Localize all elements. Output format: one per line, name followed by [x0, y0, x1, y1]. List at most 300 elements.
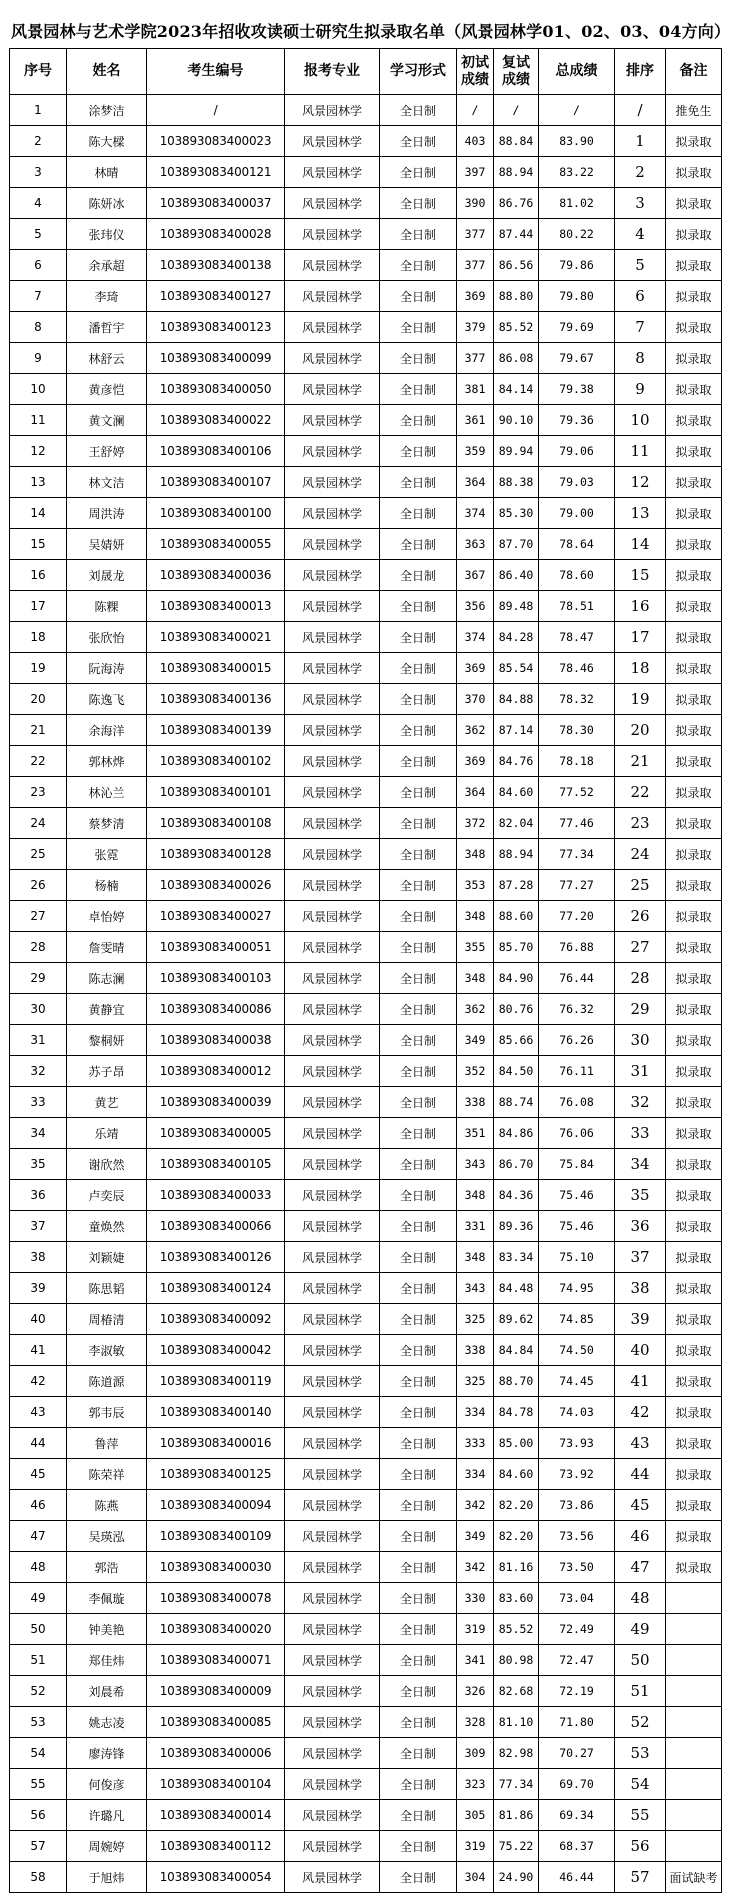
cell-retest-score: 84.84	[494, 1335, 539, 1366]
cell-note: 拟录取	[666, 1118, 722, 1149]
cell-rank: 32	[615, 1087, 666, 1118]
cell-prelim-score: 342	[457, 1552, 494, 1583]
cell-study-mode: 全日制	[380, 1738, 457, 1769]
cell-prelim-score: 369	[457, 746, 494, 777]
cell-total-score: 69.34	[539, 1800, 615, 1831]
cell-prelim-score: 319	[457, 1614, 494, 1645]
cell-major: 风景园林学	[285, 498, 380, 529]
cell-name: 鲁萍	[67, 1428, 147, 1459]
cell-no: 14	[10, 498, 67, 529]
cell-rank: 1	[615, 126, 666, 157]
cell-retest-score: 84.48	[494, 1273, 539, 1304]
cell-prelim-score: 348	[457, 839, 494, 870]
cell-prelim-score: 363	[457, 529, 494, 560]
cell-major: 风景园林学	[285, 95, 380, 126]
cell-no: 15	[10, 529, 67, 560]
cell-rank: 39	[615, 1304, 666, 1335]
cell-major: 风景园林学	[285, 1335, 380, 1366]
table-row	[10, 808, 722, 839]
cell-study-mode: 全日制	[380, 1149, 457, 1180]
cell-prelim-score: 351	[457, 1118, 494, 1149]
cell-major: 风景园林学	[285, 1862, 380, 1893]
cell-no: 40	[10, 1304, 67, 1335]
cell-name: 姚志凌	[67, 1707, 147, 1738]
table-row	[10, 250, 722, 281]
cell-prelim-score: 355	[457, 932, 494, 963]
cell-total-score: 80.22	[539, 219, 615, 250]
cell-candidate-id: 103893083400108	[147, 808, 285, 839]
cell-name: 黎桐妍	[67, 1025, 147, 1056]
cell-candidate-id: 103893083400027	[147, 901, 285, 932]
cell-rank: 48	[615, 1583, 666, 1614]
cell-candidate-id: 103893083400112	[147, 1831, 285, 1862]
cell-note: 拟录取	[666, 1211, 722, 1242]
cell-note: 拟录取	[666, 1428, 722, 1459]
cell-no: 29	[10, 963, 67, 994]
cell-prelim-score: 326	[457, 1676, 494, 1707]
cell-study-mode: 全日制	[380, 1025, 457, 1056]
cell-note: 拟录取	[666, 963, 722, 994]
cell-name: 谢欣然	[67, 1149, 147, 1180]
cell-name: 林沁兰	[67, 777, 147, 808]
cell-prelim-score: 377	[457, 250, 494, 281]
cell-total-score: 79.80	[539, 281, 615, 312]
cell-study-mode: 全日制	[380, 250, 457, 281]
cell-candidate-id: 103893083400014	[147, 1800, 285, 1831]
cell-study-mode: 全日制	[380, 281, 457, 312]
cell-total-score: 74.95	[539, 1273, 615, 1304]
cell-major: 风景园林学	[285, 932, 380, 963]
cell-retest-score: 84.60	[494, 777, 539, 808]
table-row	[10, 870, 722, 901]
cell-rank: 7	[615, 312, 666, 343]
cell-prelim-score: 403	[457, 126, 494, 157]
cell-rank: 12	[615, 467, 666, 498]
table-row	[10, 498, 722, 529]
cell-name: 黄静宜	[67, 994, 147, 1025]
header-retest-line2: 成绩	[502, 71, 530, 88]
cell-total-score: /	[539, 95, 615, 126]
cell-name: 吴婧妍	[67, 529, 147, 560]
cell-candidate-id: /	[147, 95, 285, 126]
cell-retest-score: 75.22	[494, 1831, 539, 1862]
cell-no: 39	[10, 1273, 67, 1304]
table-row	[10, 1056, 722, 1087]
cell-name: 于旭炜	[67, 1862, 147, 1893]
cell-major: 风景园林学	[285, 1645, 380, 1676]
table-row	[10, 1211, 722, 1242]
cell-candidate-id: 103893083400102	[147, 746, 285, 777]
cell-retest-score: /	[494, 95, 539, 126]
cell-rank: 13	[615, 498, 666, 529]
cell-rank: /	[615, 95, 666, 126]
cell-retest-score: 84.90	[494, 963, 539, 994]
table-row	[10, 1769, 722, 1800]
header-major: 报考专业	[285, 49, 380, 95]
cell-total-score: 79.67	[539, 343, 615, 374]
cell-total-score: 77.52	[539, 777, 615, 808]
cell-prelim-score: 341	[457, 1645, 494, 1676]
cell-total-score: 79.38	[539, 374, 615, 405]
cell-note: 拟录取	[666, 188, 722, 219]
cell-candidate-id: 103893083400107	[147, 467, 285, 498]
cell-rank: 44	[615, 1459, 666, 1490]
cell-note	[666, 1769, 722, 1800]
cell-prelim-score: 333	[457, 1428, 494, 1459]
cell-study-mode: 全日制	[380, 188, 457, 219]
table-row	[10, 1676, 722, 1707]
table-row	[10, 684, 722, 715]
cell-retest-score: 88.94	[494, 157, 539, 188]
cell-name: 刘颖婕	[67, 1242, 147, 1273]
cell-no: 41	[10, 1335, 67, 1366]
cell-major: 风景园林学	[285, 1738, 380, 1769]
cell-total-score: 79.03	[539, 467, 615, 498]
cell-prelim-score: 359	[457, 436, 494, 467]
cell-major: 风景园林学	[285, 126, 380, 157]
cell-note: 拟录取	[666, 1149, 722, 1180]
cell-candidate-id: 103893083400136	[147, 684, 285, 715]
table-row	[10, 1366, 722, 1397]
cell-no: 10	[10, 374, 67, 405]
cell-rank: 25	[615, 870, 666, 901]
cell-candidate-id: 103893083400015	[147, 653, 285, 684]
cell-major: 风景园林学	[285, 1087, 380, 1118]
cell-rank: 31	[615, 1056, 666, 1087]
cell-major: 风景园林学	[285, 870, 380, 901]
cell-total-score: 75.10	[539, 1242, 615, 1273]
cell-rank: 46	[615, 1521, 666, 1552]
cell-no: 35	[10, 1149, 67, 1180]
cell-prelim-score: 348	[457, 1180, 494, 1211]
cell-candidate-id: 103893083400038	[147, 1025, 285, 1056]
table-row	[10, 963, 722, 994]
table-row	[10, 343, 722, 374]
cell-note: 拟录取	[666, 994, 722, 1025]
cell-name: 陈志澜	[67, 963, 147, 994]
table-row	[10, 436, 722, 467]
cell-prelim-score: 361	[457, 405, 494, 436]
cell-name: 李琦	[67, 281, 147, 312]
cell-note	[666, 1738, 722, 1769]
cell-name: 陈燕	[67, 1490, 147, 1521]
cell-prelim-score: 349	[457, 1025, 494, 1056]
cell-no: 43	[10, 1397, 67, 1428]
cell-prelim-score: 319	[457, 1831, 494, 1862]
cell-total-score: 76.11	[539, 1056, 615, 1087]
cell-major: 风景园林学	[285, 777, 380, 808]
cell-no: 20	[10, 684, 67, 715]
cell-no: 45	[10, 1459, 67, 1490]
cell-retest-score: 85.66	[494, 1025, 539, 1056]
cell-no: 13	[10, 467, 67, 498]
cell-rank: 53	[615, 1738, 666, 1769]
cell-name: 余海洋	[67, 715, 147, 746]
cell-study-mode: 全日制	[380, 1211, 457, 1242]
cell-no: 49	[10, 1583, 67, 1614]
table-row	[10, 1025, 722, 1056]
cell-major: 风景园林学	[285, 1025, 380, 1056]
cell-no: 8	[10, 312, 67, 343]
cell-rank: 57	[615, 1862, 666, 1893]
cell-candidate-id: 103893083400078	[147, 1583, 285, 1614]
cell-study-mode: 全日制	[380, 126, 457, 157]
cell-no: 26	[10, 870, 67, 901]
cell-study-mode: 全日制	[380, 839, 457, 870]
cell-candidate-id: 103893083400028	[147, 219, 285, 250]
cell-major: 风景园林学	[285, 281, 380, 312]
cell-name: 黄艺	[67, 1087, 147, 1118]
cell-rank: 19	[615, 684, 666, 715]
header-no: 序号	[10, 49, 67, 95]
cell-study-mode: 全日制	[380, 684, 457, 715]
cell-name: 王舒婷	[67, 436, 147, 467]
cell-major: 风景园林学	[285, 529, 380, 560]
cell-rank: 4	[615, 219, 666, 250]
cell-total-score: 70.27	[539, 1738, 615, 1769]
cell-rank: 3	[615, 188, 666, 219]
cell-retest-score: 80.76	[494, 994, 539, 1025]
cell-note: 拟录取	[666, 405, 722, 436]
cell-note: 拟录取	[666, 281, 722, 312]
cell-rank: 29	[615, 994, 666, 1025]
cell-total-score: 72.49	[539, 1614, 615, 1645]
cell-total-score: 77.34	[539, 839, 615, 870]
cell-note: 拟录取	[666, 684, 722, 715]
cell-retest-score: 85.54	[494, 653, 539, 684]
cell-name: 苏子昂	[67, 1056, 147, 1087]
cell-rank: 50	[615, 1645, 666, 1676]
table-row	[10, 1304, 722, 1335]
cell-prelim-score: 343	[457, 1149, 494, 1180]
cell-total-score: 68.37	[539, 1831, 615, 1862]
cell-retest-score: 83.34	[494, 1242, 539, 1273]
cell-study-mode: 全日制	[380, 870, 457, 901]
cell-rank: 52	[615, 1707, 666, 1738]
cell-note: 拟录取	[666, 808, 722, 839]
cell-note: 面试缺考	[666, 1862, 722, 1893]
cell-rank: 2	[615, 157, 666, 188]
cell-no: 51	[10, 1645, 67, 1676]
cell-candidate-id: 103893083400012	[147, 1056, 285, 1087]
table-row	[10, 157, 722, 188]
cell-retest-score: 86.08	[494, 343, 539, 374]
cell-no: 6	[10, 250, 67, 281]
cell-candidate-id: 103893083400066	[147, 1211, 285, 1242]
cell-candidate-id: 103893083400055	[147, 529, 285, 560]
cell-note: 拟录取	[666, 529, 722, 560]
cell-rank: 33	[615, 1118, 666, 1149]
cell-study-mode: 全日制	[380, 1273, 457, 1304]
table-row	[10, 1149, 722, 1180]
cell-retest-score: 84.78	[494, 1397, 539, 1428]
cell-note: 拟录取	[666, 157, 722, 188]
cell-name: 周婉婷	[67, 1831, 147, 1862]
cell-study-mode: 全日制	[380, 343, 457, 374]
cell-no: 27	[10, 901, 67, 932]
table-row	[10, 188, 722, 219]
cell-retest-score: 88.38	[494, 467, 539, 498]
table-row	[10, 839, 722, 870]
cell-name: 黄文澜	[67, 405, 147, 436]
cell-name: 余承超	[67, 250, 147, 281]
cell-total-score: 76.32	[539, 994, 615, 1025]
cell-candidate-id: 103893083400092	[147, 1304, 285, 1335]
table-row	[10, 1645, 722, 1676]
cell-name: 何俊彦	[67, 1769, 147, 1800]
cell-total-score: 73.93	[539, 1428, 615, 1459]
cell-study-mode: 全日制	[380, 1862, 457, 1893]
cell-note: 拟录取	[666, 126, 722, 157]
table-row	[10, 1397, 722, 1428]
cell-retest-score: 85.30	[494, 498, 539, 529]
cell-study-mode: 全日制	[380, 1769, 457, 1800]
cell-no: 44	[10, 1428, 67, 1459]
cell-no: 11	[10, 405, 67, 436]
cell-major: 风景园林学	[285, 560, 380, 591]
cell-note: 拟录取	[666, 560, 722, 591]
cell-major: 风景园林学	[285, 1273, 380, 1304]
cell-total-score: 77.46	[539, 808, 615, 839]
cell-no: 23	[10, 777, 67, 808]
cell-study-mode: 全日制	[380, 1459, 457, 1490]
cell-name: 童焕然	[67, 1211, 147, 1242]
cell-study-mode: 全日制	[380, 157, 457, 188]
cell-total-score: 78.30	[539, 715, 615, 746]
cell-no: 53	[10, 1707, 67, 1738]
cell-rank: 17	[615, 622, 666, 653]
cell-candidate-id: 103893083400100	[147, 498, 285, 529]
cell-study-mode: 全日制	[380, 436, 457, 467]
header-candidate-id: 考生编号	[147, 49, 285, 95]
cell-note	[666, 1614, 722, 1645]
cell-no: 57	[10, 1831, 67, 1862]
cell-total-score: 76.08	[539, 1087, 615, 1118]
cell-prelim-score: 356	[457, 591, 494, 622]
cell-no: 58	[10, 1862, 67, 1893]
cell-study-mode: 全日制	[380, 1490, 457, 1521]
cell-rank: 22	[615, 777, 666, 808]
cell-candidate-id: 103893083400103	[147, 963, 285, 994]
cell-note: 拟录取	[666, 591, 722, 622]
cell-retest-score: 24.90	[494, 1862, 539, 1893]
cell-prelim-score: 397	[457, 157, 494, 188]
cell-candidate-id: 103893083400139	[147, 715, 285, 746]
header-total-score: 总成绩	[539, 49, 615, 95]
cell-note: 拟录取	[666, 1304, 722, 1335]
table-row	[10, 1800, 722, 1831]
cell-major: 风景园林学	[285, 994, 380, 1025]
cell-rank: 21	[615, 746, 666, 777]
cell-rank: 11	[615, 436, 666, 467]
cell-total-score: 74.85	[539, 1304, 615, 1335]
cell-study-mode: 全日制	[380, 591, 457, 622]
cell-total-score: 78.32	[539, 684, 615, 715]
cell-candidate-id: 103893083400085	[147, 1707, 285, 1738]
table-row	[10, 374, 722, 405]
cell-candidate-id: 103893083400016	[147, 1428, 285, 1459]
cell-note	[666, 1831, 722, 1862]
cell-no: 16	[10, 560, 67, 591]
cell-note: 拟录取	[666, 901, 722, 932]
cell-candidate-id: 103893083400005	[147, 1118, 285, 1149]
cell-retest-score: 88.74	[494, 1087, 539, 1118]
table-row	[10, 1862, 722, 1893]
cell-name: 陈粿	[67, 591, 147, 622]
header-rank: 排序	[615, 49, 666, 95]
cell-note: 拟录取	[666, 1335, 722, 1366]
cell-rank: 41	[615, 1366, 666, 1397]
cell-study-mode: 全日制	[380, 1397, 457, 1428]
table-row	[10, 622, 722, 653]
cell-candidate-id: 103893083400109	[147, 1521, 285, 1552]
cell-major: 风景园林学	[285, 1428, 380, 1459]
cell-no: 5	[10, 219, 67, 250]
cell-retest-score: 84.50	[494, 1056, 539, 1087]
cell-total-score: 73.04	[539, 1583, 615, 1614]
cell-rank: 20	[615, 715, 666, 746]
header-prelim-score	[457, 49, 494, 95]
cell-no: 2	[10, 126, 67, 157]
cell-prelim-score: 309	[457, 1738, 494, 1769]
cell-major: 风景园林学	[285, 157, 380, 188]
table-row	[10, 1459, 722, 1490]
cell-total-score: 83.22	[539, 157, 615, 188]
cell-name: 吴瑛泓	[67, 1521, 147, 1552]
cell-candidate-id: 103893083400104	[147, 1769, 285, 1800]
cell-retest-score: 87.44	[494, 219, 539, 250]
cell-total-score: 46.44	[539, 1862, 615, 1893]
cell-major: 风景园林学	[285, 1397, 380, 1428]
cell-major: 风景园林学	[285, 188, 380, 219]
cell-major: 风景园林学	[285, 1242, 380, 1273]
table-row	[10, 932, 722, 963]
cell-study-mode: 全日制	[380, 715, 457, 746]
cell-prelim-score: 305	[457, 1800, 494, 1831]
table-row	[10, 1583, 722, 1614]
page-title: 风景园林与艺术学院2023年招收攻读硕士研究生拟录取名单（风景园林学01、02、03、04方向）	[11, 22, 730, 41]
cell-total-score: 73.86	[539, 1490, 615, 1521]
cell-total-score: 73.56	[539, 1521, 615, 1552]
cell-total-score: 69.70	[539, 1769, 615, 1800]
cell-rank: 55	[615, 1800, 666, 1831]
cell-name: 刘晟龙	[67, 560, 147, 591]
cell-study-mode: 全日制	[380, 95, 457, 126]
cell-rank: 16	[615, 591, 666, 622]
cell-total-score: 74.50	[539, 1335, 615, 1366]
cell-total-score: 75.46	[539, 1211, 615, 1242]
cell-name: 许璐凡	[67, 1800, 147, 1831]
cell-name: 林舒云	[67, 343, 147, 374]
cell-prelim-score: 342	[457, 1490, 494, 1521]
cell-major: 风景园林学	[285, 1831, 380, 1862]
cell-note	[666, 1707, 722, 1738]
cell-retest-score: 85.52	[494, 312, 539, 343]
cell-major: 风景园林学	[285, 1769, 380, 1800]
cell-retest-score: 87.28	[494, 870, 539, 901]
cell-name: 陈大樑	[67, 126, 147, 157]
cell-note: 拟录取	[666, 1552, 722, 1583]
cell-name: 陈思韬	[67, 1273, 147, 1304]
cell-note: 拟录取	[666, 932, 722, 963]
cell-study-mode: 全日制	[380, 963, 457, 994]
cell-prelim-score: 334	[457, 1459, 494, 1490]
cell-total-score: 83.90	[539, 126, 615, 157]
cell-no: 48	[10, 1552, 67, 1583]
cell-retest-score: 80.98	[494, 1645, 539, 1676]
cell-prelim-score: 338	[457, 1087, 494, 1118]
cell-rank: 38	[615, 1273, 666, 1304]
